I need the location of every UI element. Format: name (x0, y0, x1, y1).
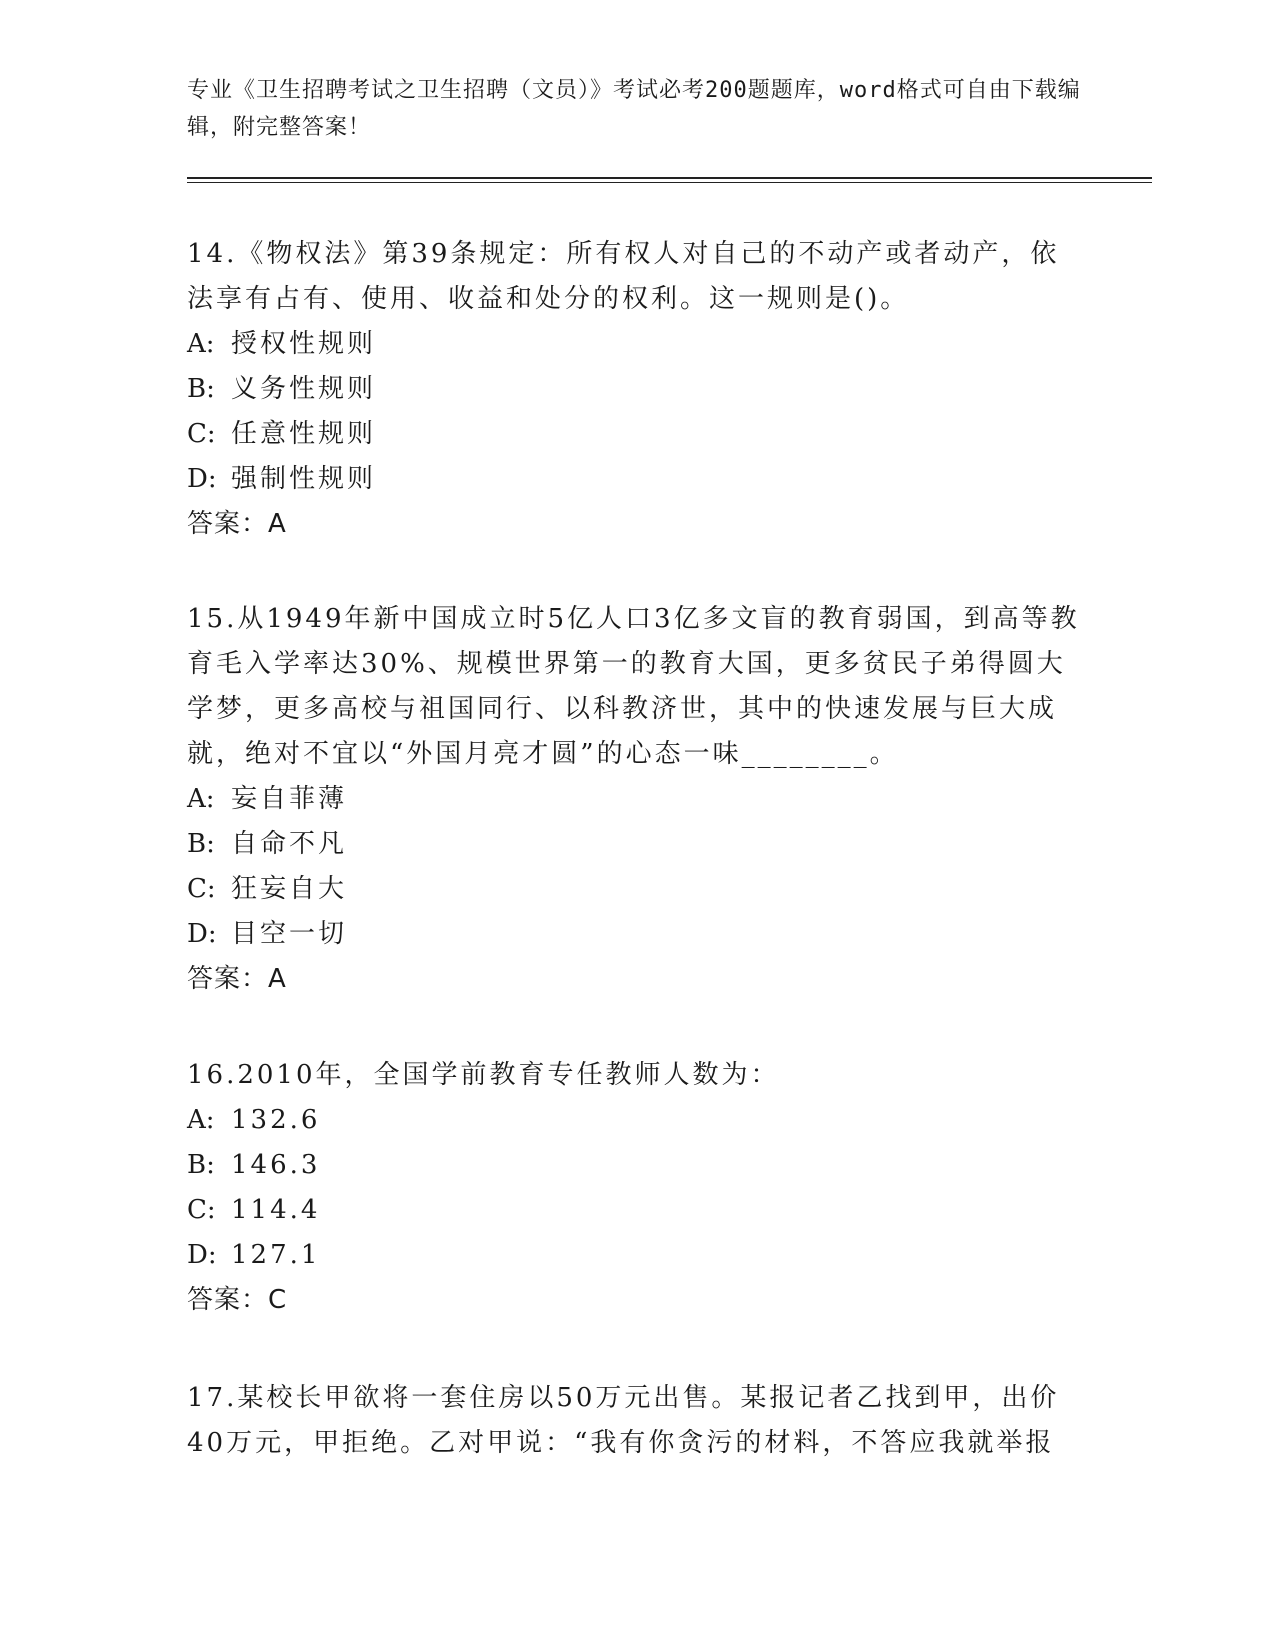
option-text: 自命不凡 (231, 829, 348, 859)
option-text: 114.4 (231, 1195, 321, 1225)
question-stem: 15.从1949年新中国成立时5亿人口3亿多文盲的教育弱国，到高等教育毛入学率达30%、规模世界第一的教育大国，更多贫民子弟得圆大学梦，更多高校与祖国同行、以科教济世，其中的快速发展与巨大成就，绝对不宜以“外国月亮才圆”的心态一味________。 (187, 604, 1080, 769)
answer-line: 答案：C (187, 1285, 288, 1315)
option-letter: C: (187, 1195, 216, 1225)
option-text: 妄自菲薄 (231, 784, 348, 814)
answer-line: 答案：A (187, 509, 287, 539)
option-letter: B: (187, 1150, 215, 1180)
option-letter: B: (187, 829, 215, 859)
question-14 (187, 232, 1087, 547)
option-text: 强制性规则 (231, 464, 377, 494)
option-letter: A: (187, 784, 215, 814)
option-letter: B: (187, 374, 215, 404)
question-16 (187, 1053, 1087, 1323)
answer-line: 答案：A (187, 964, 287, 994)
option-a (187, 322, 1087, 367)
option-text: 任意性规则 (231, 419, 377, 449)
option-letter: C: (187, 419, 216, 449)
option-text: 授权性规则 (231, 329, 377, 359)
option-text: 义务性规则 (231, 374, 377, 404)
option-text: 127.1 (231, 1240, 321, 1270)
option-c (187, 412, 1087, 457)
option-text: 132.6 (231, 1105, 321, 1135)
document-header (187, 72, 1087, 146)
option-d (187, 457, 1087, 502)
option-text: 狂妄自大 (231, 874, 348, 904)
question-stem: 17.某校长甲欲将一套住房以50万元出售。某报记者乙找到甲，出价40万元，甲拒绝。乙对甲说：“我有你贪污的材料，不答应我就举报 (187, 1383, 1060, 1458)
option-a (187, 777, 1087, 822)
option-b (187, 822, 1087, 867)
option-b (187, 1143, 1087, 1188)
question-15 (187, 597, 1087, 1002)
option-a (187, 1098, 1087, 1143)
option-d (187, 1233, 1087, 1278)
option-letter: D: (187, 919, 217, 949)
option-c (187, 867, 1087, 912)
header-text: 专业《卫生招聘考试之卫生招聘（文员）》考试必考200题题库，word格式可自由下载编辑，附完整答案！ (187, 78, 1081, 140)
option-letter: D: (187, 464, 217, 494)
question-stem: 16.2010年，全国学前教育专任教师人数为： (187, 1060, 780, 1090)
option-text: 目空一切 (231, 919, 348, 949)
header-rule-thin (187, 182, 1152, 183)
option-letter: A: (187, 329, 215, 359)
option-text: 146.3 (231, 1150, 321, 1180)
option-b (187, 367, 1087, 412)
option-letter: A: (187, 1105, 215, 1135)
header-rule-thick (187, 177, 1152, 179)
question-17 (187, 1376, 1087, 1466)
question-stem: 14.《物权法》第39条规定：所有权人对自己的不动产或者动产，依法享有占有、使用、收益和处分的权利。这一规则是()。 (187, 239, 1060, 314)
option-c (187, 1188, 1087, 1233)
option-letter: D: (187, 1240, 217, 1270)
option-letter: C: (187, 874, 216, 904)
option-d (187, 912, 1087, 957)
